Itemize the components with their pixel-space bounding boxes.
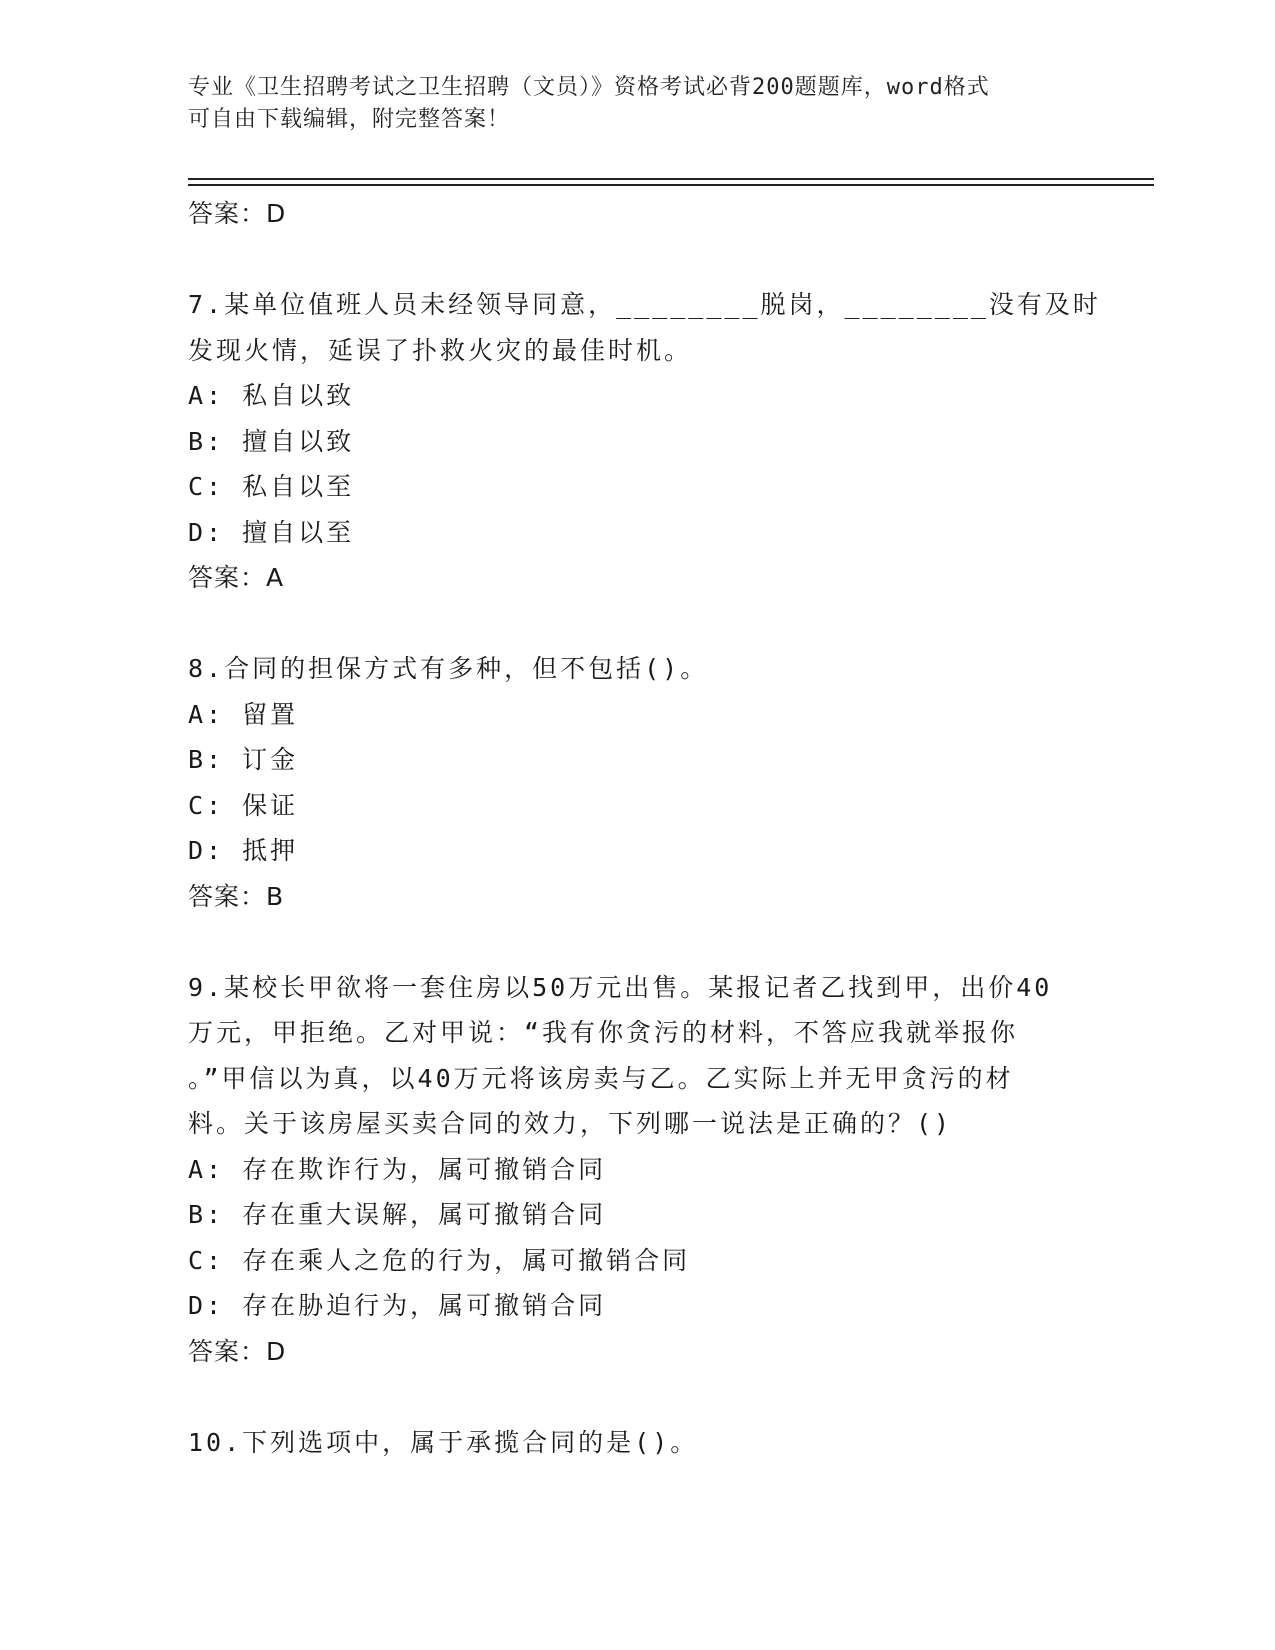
question-text-line: 8.合同的担保方式有多种，但不包括()。 — [188, 654, 709, 683]
answer-line: 答案：A — [188, 563, 285, 592]
previous-answer: 答案：D — [188, 199, 287, 228]
option-b: B: 擅自以致 — [188, 426, 355, 456]
answer-line: 答案：B — [188, 881, 285, 911]
question-content — [188, 191, 1101, 1465]
question-text-line: 万元，甲拒绝。乙对甲说：“我有你贪污的材料，不答应我就举报你 — [188, 1018, 1019, 1047]
option-d: D: 存在胁迫行为，属可撤销合同 — [188, 1291, 607, 1320]
answer-line: 答案：D — [188, 1336, 287, 1366]
question-text-line: 10.下列选项中，属于承揽合同的是()。 — [188, 1427, 699, 1457]
option-a: A: 私自以致 — [188, 381, 355, 410]
question-text-line: 9.某校长甲欲将一套住房以50万元出售。某报记者乙找到甲，出价40 — [188, 972, 1053, 1002]
question-7 — [188, 282, 1101, 601]
option-c: C: 存在乘人之危的行为，属可撤销合同 — [188, 1245, 691, 1275]
option-a: A: 存在欺诈行为，属可撤销合同 — [188, 1154, 607, 1184]
header-title-line-2: 可自由下载编辑，附完整答案！ — [188, 107, 511, 132]
spacer — [188, 237, 1088, 283]
option-d: D: 擅自以至 — [188, 517, 355, 547]
spacer — [188, 1374, 1088, 1420]
question-text-line: 。”甲信以为真，以40万元将该房卖与乙。乙实际上并无甲贪污的材 — [188, 1063, 1014, 1093]
option-b: B: 订金 — [188, 745, 299, 774]
option-b: B: 存在重大误解，属可撤销合同 — [188, 1200, 607, 1229]
header-rule-top — [188, 178, 1154, 180]
question-10 — [188, 1420, 1088, 1466]
spacer — [188, 919, 1088, 965]
header-title-line-1: 专业《卫生招聘考试之卫生招聘（文员）》资格考试必背200题题库，word格式 — [188, 75, 990, 100]
option-c: C: 保证 — [188, 790, 299, 820]
question-text-line: 发现火情，延误了扑救火灾的最佳时机。 — [188, 335, 693, 365]
question-8 — [188, 646, 1088, 919]
question-9 — [188, 965, 1088, 1375]
header-rule-bottom — [188, 184, 1154, 186]
page-header — [188, 72, 1088, 136]
option-d: D: 抵押 — [188, 836, 299, 865]
option-a: A: 留置 — [188, 699, 299, 729]
spacer — [188, 601, 1088, 647]
question-text-line: 料。关于该房屋买卖合同的效力，下列哪一说法是正确的？() — [188, 1109, 953, 1138]
option-c: C: 私自以至 — [188, 472, 355, 501]
question-text-line: 7.某单位值班人员未经领导同意，________脱岗，________没有及时 — [188, 290, 1101, 319]
